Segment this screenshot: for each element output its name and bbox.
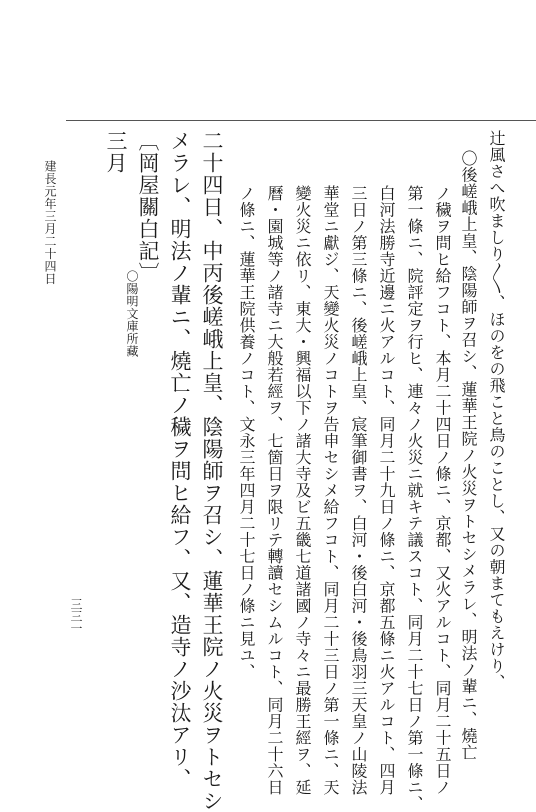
entry-line-4: 白河法勝寺近邊ニ火アルコト、同月二十九日ノ條ニ、京都五條ニ火アルコト、四月 [377, 185, 396, 796]
entry-line-7: 變火災ニ依リ、東大・興福以下ノ諸大寺及ビ五畿七道諸國ノ寺々ニ最勝王經ヲ、延 [293, 185, 312, 796]
entry-line-8: 曆・園城等ノ諸寺ニ大般若經ヲ、七箇日ヲ限リテ轉讀セシムルコト、同月二十六日 [265, 185, 284, 796]
entry-line-3: 第一條ニ、院評定ヲ行ヒ、連々ノ火災ニ就キテ議スコト、同月二十七日ノ第一條ニ、 [405, 185, 424, 812]
main-line-3-source: 〔岡屋關白記〕 [136, 130, 160, 284]
source-note: 〇陽明文庫所藏 [125, 270, 139, 358]
date-header: 建長元年三月二十四日 [43, 160, 57, 285]
entry-line-5: 三日ノ第三條ニ、後嵯峨上皇、宸筆御書ヲ、白河・後白河・後鳥羽三天皇ノ山陵法 [349, 185, 368, 796]
main-line-2: メラレ、明法ノ輩ニ、燒亡ノ穢ヲ問ヒ給フ、又、造寺ノ沙汰アリ、 [168, 130, 192, 790]
entry-line-1: 〇後嵯峨上皇、陰陽師ヲ召シ、蓮華王院ノ火災ヲトセシメラレ、明法ノ輩ニ、燒亡 [459, 150, 478, 761]
entry-line-2: ノ穢ヲ問ヒ給フコト、本月二十四日ノ條ニ、京都、又火アルコト、同月二十五日ノ [433, 185, 452, 796]
entry-line-9: ノ條ニ、蓮華王院供養ノコト、文永三年四月二十七日ノ條ニ見ユ、 [237, 185, 256, 680]
entry-line-6: 華堂ニ獻ジ、天變火災ノコトヲ告申セシメ給フコト、同月二十三日ノ第一條ニ、天 [321, 185, 340, 796]
main-line-1: 二十四日、中丙後嵯峨上皇、陰陽師ヲ召シ、蓮華王院ノ火災ヲトセシ [200, 130, 224, 812]
header-rule [66, 120, 536, 121]
month-label: 三月 [104, 130, 128, 174]
verse-line: 辻風さへ吹ましり〳〵、ほのをの飛こと鳥のことし、又の朝まてもえけり、 [487, 130, 506, 691]
page-number: 三三一 [69, 598, 83, 634]
